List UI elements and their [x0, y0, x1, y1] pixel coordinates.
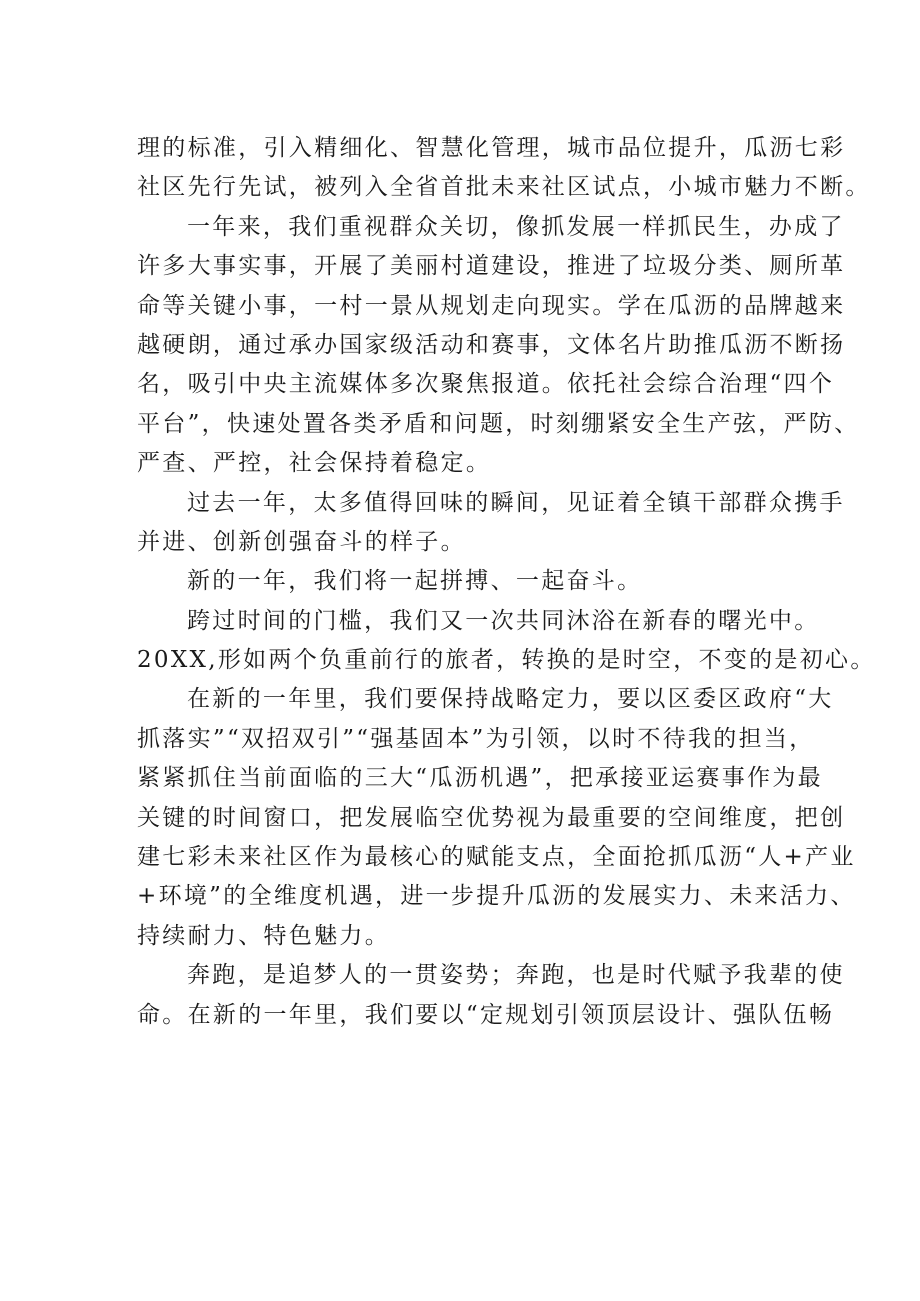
text-line: 抓落实”“双招双引”“强基固本”为引领，以时不待我的担当，: [137, 725, 815, 752]
paragraph-start-line: 奔跑，是追梦人的一贯姿势；奔跑，也是时代赋予我辈的使: [187, 962, 845, 989]
paragraph-start-line: 跨过时间的门槛，我们又一次共同沐浴在新春的曙光中。: [187, 607, 820, 634]
paragraph-start-line: 过去一年，太多值得回味的瞬间，见证着全镇干部群众携手: [187, 489, 845, 516]
text-line: 20XX,形如两个负重前行的旅者，转换的是时空，不变的是初心。: [137, 647, 876, 674]
paragraph-start-line: 在新的一年里，我们要保持战略定力，要以区委区政府“大: [187, 686, 834, 713]
text-line: 紧紧抓住当前面临的三大“瓜沥机遇”，把承接亚运赛事作为最: [137, 765, 823, 792]
text-line: 并进、创新创强奋斗的样子。: [137, 528, 466, 555]
text-line: 许多大事实事，开展了美丽村道建设，推进了垃圾分类、厕所革: [137, 253, 846, 280]
text-line: 越硬朗，通过承办国家级活动和赛事，文体名片助推瓜沥不断扬: [137, 331, 846, 358]
paragraph-start-line: 新的一年，我们将一起拼搏、一起奋斗。: [187, 568, 643, 595]
body-text: [137, 129, 876, 1035]
text-line: 命。在新的一年里，我们要以“定规划引领顶层设计、强队伍畅: [137, 1001, 835, 1028]
text-line: +环境”的全维度机遇，进一步提升瓜沥的发展实力、未来活力、: [137, 883, 856, 910]
text-line: 持续耐力、特色魅力。: [137, 922, 390, 949]
text-line: 关键的时间窗口，把发展临空优势视为最重要的空间维度，把创: [137, 804, 846, 831]
text-line: 理的标准，引入精细化、智慧化管理，城市品位提升，瓜沥七彩: [137, 135, 846, 161]
paragraph-start-line: 一年来，我们重视群众关切，像抓发展一样抓民生，办成了: [187, 213, 845, 240]
text-line: 平台”，快速处置各类矛盾和问题，时刻绷紧安全生产弦，严防、: [137, 410, 860, 437]
text-line: 严查、严控，社会保持着稳定。: [137, 450, 492, 477]
text-line: 建七彩未来社区作为最核心的赋能支点，全面抢抓瓜沥“人+产业: [137, 844, 856, 871]
text-line: 社区先行先试，被列入全省首批未来社区试点，小城市魅力不断。: [137, 174, 871, 201]
text-line: 名，吸引中央主流媒体多次聚焦报道。依托社会综合治理“四个: [137, 371, 835, 398]
text-line: 命等关键小事，一村一景从规划走向现实。学在瓜沥的品牌越来: [137, 292, 846, 319]
